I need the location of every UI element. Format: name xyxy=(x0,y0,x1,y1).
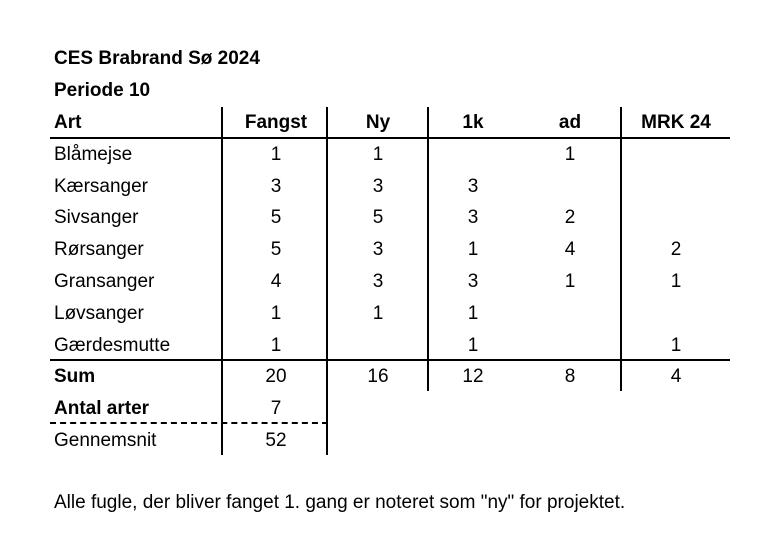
cell-ny: 3 xyxy=(372,271,384,292)
cell-1k: 1 xyxy=(467,302,479,324)
sum-ny: 16 xyxy=(367,366,389,388)
cell-ny: 1 xyxy=(372,302,384,324)
antal-arter-label: Antal arter xyxy=(54,398,150,420)
sum-ad: 8 xyxy=(564,366,576,388)
species-name: Blåmejse xyxy=(54,143,133,165)
header-art: Art xyxy=(54,112,82,133)
column-divider xyxy=(620,107,622,391)
sum-label: Sum xyxy=(54,366,96,388)
cell-1k: 1 xyxy=(467,334,479,356)
cell-ad: 2 xyxy=(564,207,576,229)
species-name: Rørsanger xyxy=(54,239,144,261)
cell-fangst: 5 xyxy=(270,239,282,261)
cell-1k: 3 xyxy=(467,271,479,292)
cell-fangst: 3 xyxy=(270,175,282,197)
header-1k: 1k xyxy=(462,112,484,133)
column-divider xyxy=(427,107,429,391)
cell-fangst: 1 xyxy=(270,334,282,356)
cell-ny: 1 xyxy=(372,143,384,165)
sum-divider xyxy=(50,359,730,361)
cell-ny: 5 xyxy=(372,207,384,229)
page-title: CES Brabrand Sø 2024 xyxy=(54,48,260,69)
species-name: Kærsanger xyxy=(54,175,148,197)
cell-ny: 3 xyxy=(372,175,384,197)
cell-ny: 3 xyxy=(372,239,384,261)
page-subtitle: Periode 10 xyxy=(54,80,151,101)
cell-ad: 4 xyxy=(564,239,576,261)
cell-ad: 1 xyxy=(564,143,576,165)
header-mrk24: MRK 24 xyxy=(641,112,711,133)
species-name: Gransanger xyxy=(54,271,155,292)
column-divider xyxy=(326,107,328,455)
sum-fangst: 20 xyxy=(265,366,287,388)
cell-1k: 3 xyxy=(467,207,479,229)
cell-ad: 1 xyxy=(564,271,576,292)
cell-mrk24: 1 xyxy=(670,271,682,292)
footnote: Alle fugle, der bliver fanget 1. gang er noteret som "ny" for projektet. xyxy=(54,492,626,513)
cell-fangst: 1 xyxy=(270,302,282,324)
antal-arter-value: 7 xyxy=(270,398,282,420)
sum-1k: 12 xyxy=(462,366,484,388)
species-name: Løvsanger xyxy=(54,302,144,324)
cell-fangst: 5 xyxy=(270,207,282,229)
species-name: Gærdesmutte xyxy=(54,334,171,356)
sum-mrk24: 4 xyxy=(670,366,682,388)
cell-1k: 3 xyxy=(467,175,479,197)
gennemsnit-label: Gennemsnit xyxy=(54,430,157,451)
cell-1k: 1 xyxy=(467,239,479,261)
column-divider xyxy=(221,107,223,455)
header-ny: Ny xyxy=(365,112,391,133)
cell-mrk24: 1 xyxy=(670,334,682,356)
species-name: Sivsanger xyxy=(54,207,139,229)
cell-mrk24: 2 xyxy=(670,239,682,261)
cell-fangst: 1 xyxy=(270,143,282,165)
header-fangst: Fangst xyxy=(244,112,308,133)
header-ad: ad xyxy=(558,112,582,133)
cell-fangst: 4 xyxy=(270,271,282,292)
header-divider xyxy=(50,137,730,139)
dashed-divider xyxy=(50,422,328,424)
gennemsnit-value: 52 xyxy=(265,430,287,451)
